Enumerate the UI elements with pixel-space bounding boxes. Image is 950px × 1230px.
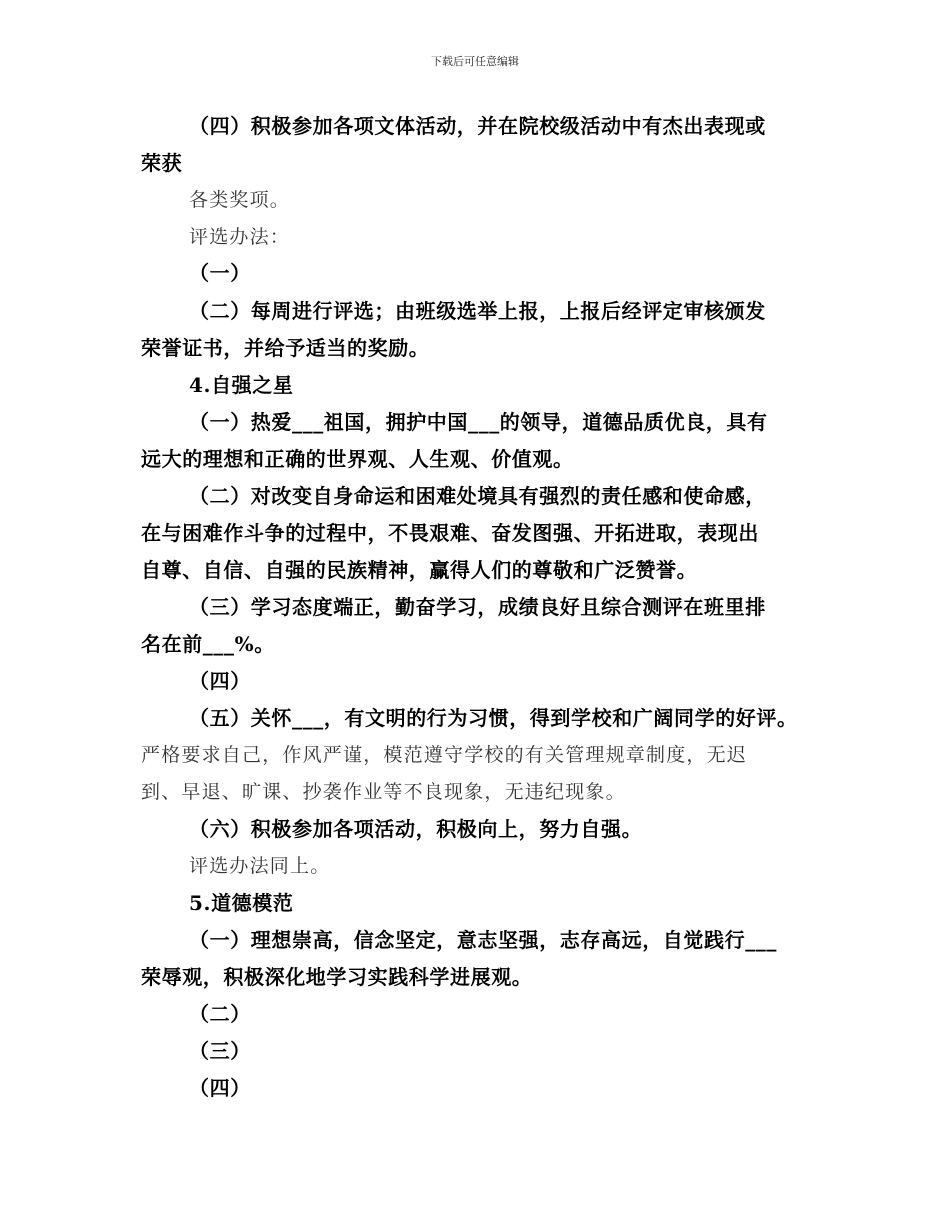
text-line: （五）关怀___，有文明的行为习惯，得到学校和广阔同学的好评。	[189, 706, 798, 730]
section-heading: 4.自强之星	[189, 373, 294, 397]
text-line: （一）	[189, 261, 251, 285]
text-line: （二）	[189, 1002, 251, 1026]
text-line: （六）积极参加各项活动，积极向上，努力自强。	[189, 817, 643, 841]
text-line: 荣誉证书，并给予适当的奖励。	[141, 336, 430, 360]
text-line: 评选办法：	[189, 226, 291, 248]
text-line: （二）对改变自身命运和困难处境具有强烈的责任感和使命感，	[189, 484, 766, 508]
text-line: （一）理想崇高，信念坚定，意志坚强，志存高远，自觉践行___	[189, 928, 777, 952]
text-line: 严格要求自己，作风严谨，模范遵守学校的有关管理规章制度，无迟	[141, 744, 748, 766]
text-line: 到、早退、旷课、抄袭作业等不良现象，无违纪现象。	[141, 781, 626, 803]
section-heading: 5.道德模范	[189, 891, 294, 915]
text-line: 自尊、自信、自强的民族精神，赢得人们的尊敬和广泛赞誉。	[141, 558, 698, 582]
text-line: （二）每周进行评选；由班级选举上报，上报后经评定审核颁发	[189, 299, 766, 323]
text-line: 荣获	[141, 151, 183, 175]
text-line: 远大的理想和正确的世界观、人生观、价值观。	[141, 447, 574, 471]
text-line: 各类奖项。	[189, 189, 291, 211]
text-line: （三）学习态度端正，勤奋学习，成绩良好且综合测评在班里排	[189, 595, 766, 619]
text-line: 名在前___%。	[141, 632, 275, 656]
text-line: 荣辱观，积极深化地学习实践科学进展观。	[141, 965, 533, 989]
text-line: （四）积极参加各项文体活动，并在院校级活动中有杰出表现或	[189, 114, 766, 138]
text-line: （四）	[189, 1076, 251, 1100]
text-line: 评选办法同上。	[189, 855, 331, 877]
text-line: （三）	[189, 1039, 251, 1063]
text-line: （一）热爱___祖国，拥护中国___的领导，道德品质优良，具有	[189, 410, 768, 434]
text-line: （四）	[189, 669, 251, 693]
page-header: 下载后可任意编辑	[431, 55, 519, 68]
text-line: 在与困难作斗争的过程中，不畏艰难、奋发图强、开拓进取，表现出	[141, 521, 759, 545]
